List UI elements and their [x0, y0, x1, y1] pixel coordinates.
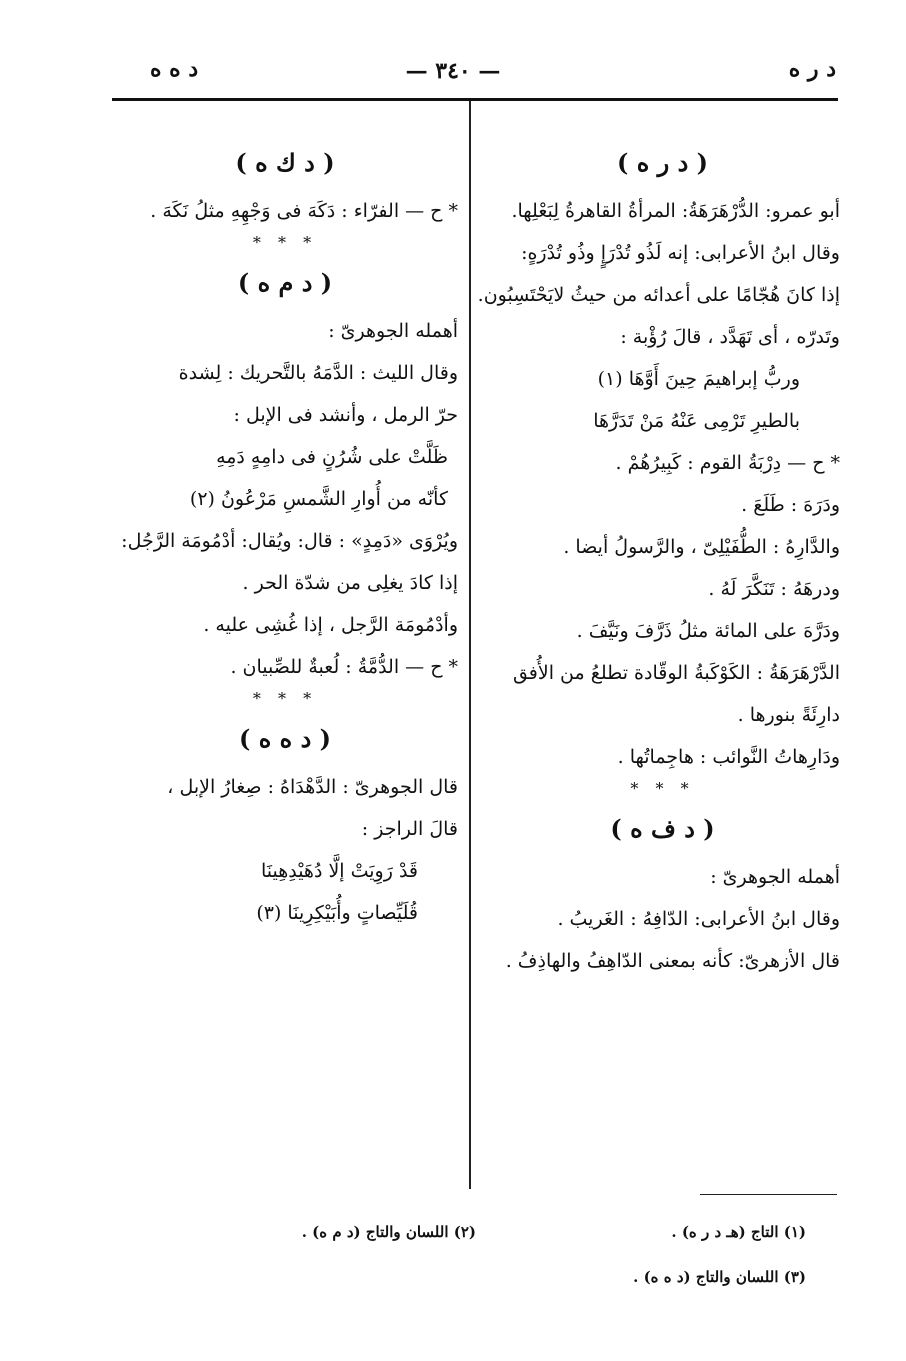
text-line: أبو عمرو: الدُّرْهَرَهَةُ: المرأةُ القاهرةُ لِبَعْلِها. — [511, 200, 840, 222]
text-line: إذا كانَ هُجّامًا على أعدائه من حيثُ لايَحْتَسِبُون. — [477, 284, 840, 306]
verse-line: وربُّ إبراهيمَ حِينَ أَوَّهَا (١) — [597, 368, 800, 390]
column-divider — [469, 101, 471, 1189]
text-line: إذا كادَ يغلِى من شدّة الحر . — [242, 572, 458, 594]
entry-heading: ( د ف ه ) — [610, 814, 715, 843]
text-line: وتَدرّه ، أى تَهَدَّد ، قالَ رُؤْبة : — [620, 326, 840, 348]
page-number: — ٣٤٠ — — [405, 58, 501, 84]
header-root-left: د ه ه — [150, 56, 199, 82]
section-separator: * * * — [252, 233, 318, 252]
entry-heading: ( د م ه ) — [237, 268, 333, 297]
entry-heading: ( د ر ه ) — [617, 148, 708, 177]
text-line: أهمله الجوهرىّ : — [328, 320, 458, 342]
header-rule — [112, 98, 838, 101]
footnote-2: (٢) اللسان والتاج (د م ه) . — [301, 1223, 476, 1241]
text-line: وقال الليث : الدَّمَهُ بالتَّحريك : لِشدة — [178, 362, 458, 384]
text-line: دارِئَةً بنورها . — [737, 704, 840, 726]
text-line: وقال ابنُ الأعرابى: الدّافِهُ : الغَريبُ . — [557, 908, 840, 930]
verse-line: بالطيرِ تَرْمِى عَنْهُ مَنْ تَدَرَّهَا — [593, 410, 800, 432]
text-line: ودَرَهَ : طَلَعَ . — [741, 494, 840, 516]
section-separator: * * * — [630, 779, 695, 798]
verse-line: كأنّه من أُوارِ الشَّمسِ مَرْعُونُ (٢) — [189, 488, 448, 510]
verse-line: ظَلَّتْ على شُرُنٍ فى دامِهٍ دَمِهِ — [216, 446, 448, 468]
text-line: * ح — الفرّاء : دَكَهَ فى وَجْهِهِ مثلُ نَكَهَ . — [150, 200, 458, 222]
text-line: قال الأزهرىّ: كأنه بمعنى الدّاهِفُ والهاذِفُ . — [505, 950, 840, 972]
text-line: * ح — الدُّمَّةُ : لُعبةٌ للصِّبيان . — [230, 656, 458, 678]
text-line: والدَّارِهُ : الطُّفَيْلِىّ ، والرَّسولُ أيضا . — [563, 536, 840, 558]
text-line: الدَّرْهَرَهَةُ : الكَوْكَبةُ الوقّادة تطلعُ من الأُفق — [512, 662, 840, 684]
header-root-right: د ر ه — [788, 56, 836, 82]
footnote-3: (٣) اللسان والتاج (د ه ه) . — [633, 1268, 806, 1286]
text-line: * ح — دِرْبَةُ القوم : كَبِيرُهُمْ . — [615, 452, 840, 474]
footnote-1: (١) التاج (هـ د ر ه) . — [671, 1223, 806, 1241]
text-line: حرّ الرمل ، وأنشد فى الإبل : — [233, 404, 458, 426]
verse-line: قُلَيِّصاتٍ وأُبَيْكِرِينَا (٣) — [256, 902, 418, 924]
verse-line: قَدْ رَوِيَتْ إلَّا دُهَيْدِهِينَا — [260, 860, 418, 882]
text-line: ودَرَّهَ على المائة مثلُ ذَرَّفَ ونَيَّفَ . — [576, 620, 840, 642]
text-line: وقال ابنُ الأعرابى: إنه لَذُو تُدْرَإٍ وذُو تُدْرَهٍ: — [521, 242, 840, 264]
text-line: ويُرْوَى «دَمِدٍ» : قال: ويُقال: أدْمُومَة الرَّجُل: — [121, 530, 458, 552]
left-column — [112, 140, 458, 934]
text-line: ودرهَهُ : تَنَكَّرَ لَهُ . — [708, 578, 840, 600]
footnote-rule — [700, 1194, 837, 1195]
text-line: قالَ الراجز : — [361, 818, 458, 840]
text-line: ودَارِهاتُ النَّوائب : هاجِماتُها . — [617, 746, 840, 768]
section-separator: * * * — [252, 689, 318, 708]
text-line: أهمله الجوهرىّ : — [710, 866, 840, 888]
entry-heading: ( د ك ه ) — [235, 148, 335, 177]
text-line: وأدْمُومَة الرَّجل ، إذا غُشِى عليه . — [203, 614, 458, 636]
right-column — [477, 140, 840, 982]
text-line: قال الجوهرىّ : الدَّهْدَاهُ : صِغارُ الإبل ، — [167, 776, 458, 798]
entry-heading: ( د ه ه ) — [239, 724, 331, 753]
